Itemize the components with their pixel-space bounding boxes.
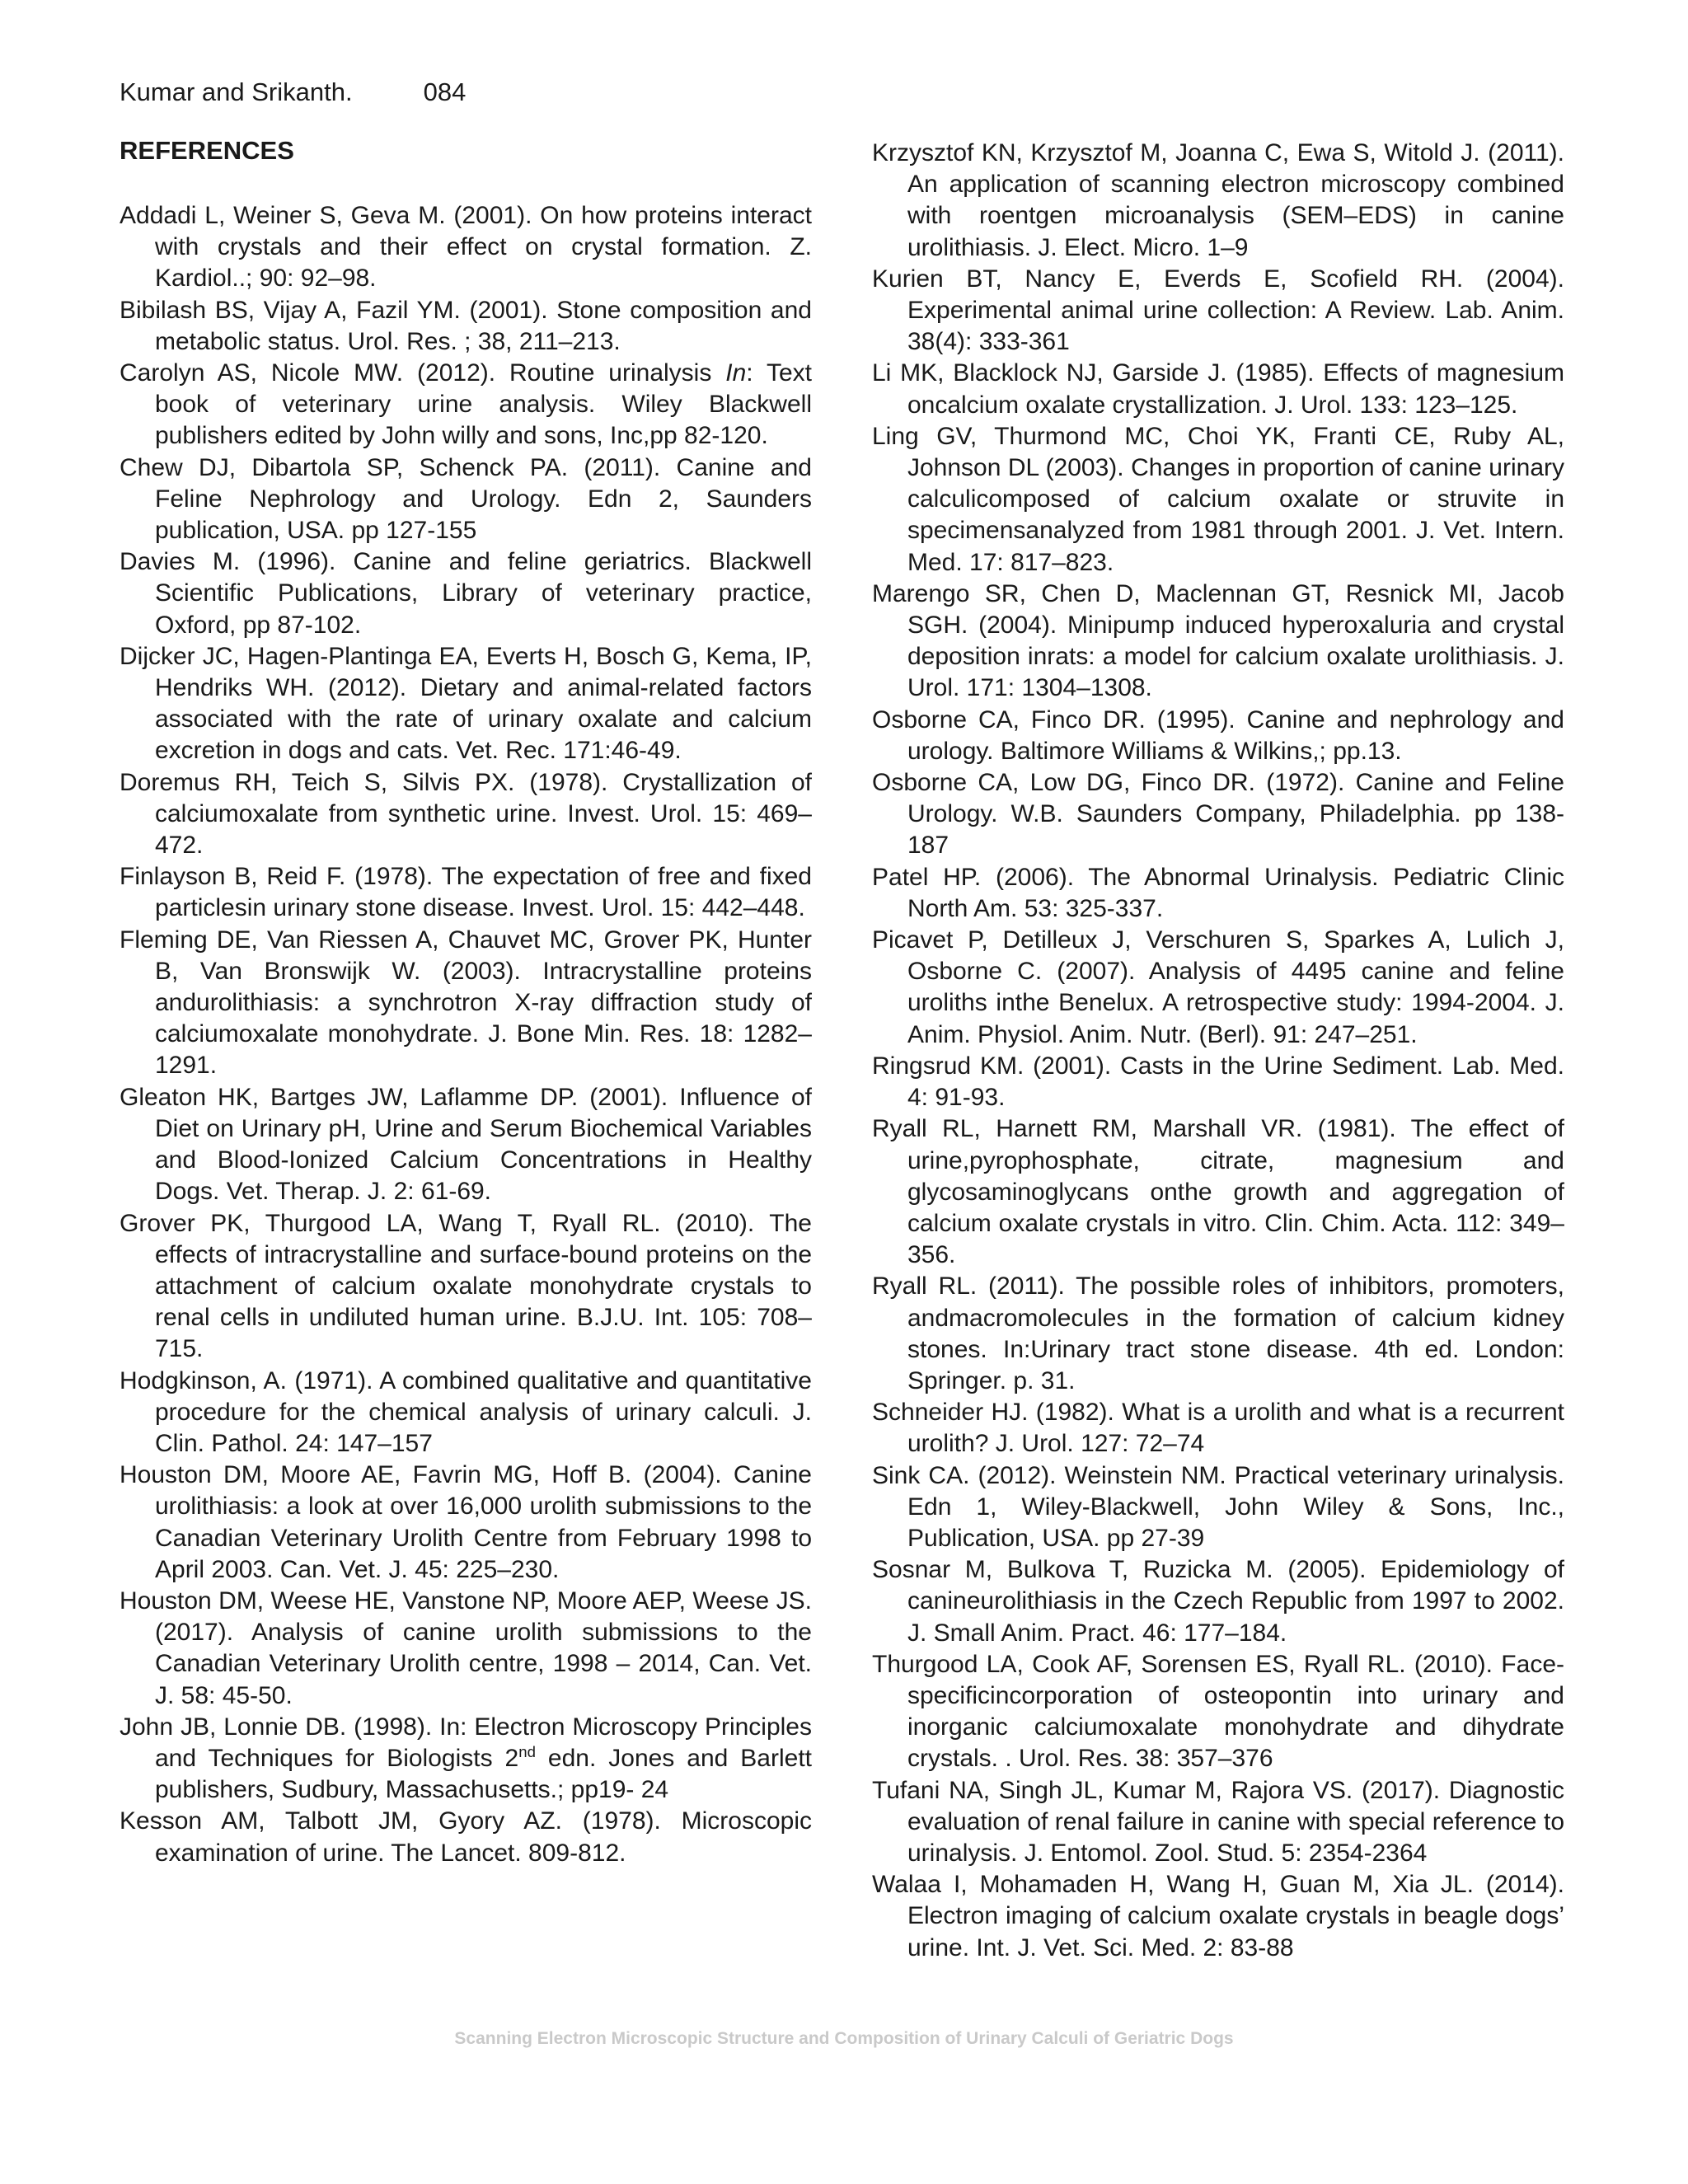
- reference-entry: Finlayson B, Reid F. (1978). The expectation of free and fixed particlesin urinary stone disease. Invest. Urol. 15: 442–448.: [120, 863, 812, 922]
- reference-entry: Schneider HJ. (1982). What is a urolith and what is a recurrent urolith? J. Urol. 127: 72–74: [872, 1399, 1564, 1458]
- reference-entry: Chew DJ, Dibartola SP, Schenck PA. (2011). Canine and Feline Nephrology and Urology. Edn 2, Saunders publication, USA. pp 127-155: [120, 453, 812, 545]
- header-authors: Kumar and Srikanth.: [120, 77, 353, 106]
- reference-entry: Gleaton HK, Bartges JW, Laflamme DP. (2001). Influence of Diet on Urinary pH, Urine and Serum Biochemical Variables and Blood-Ionized Calcium Concentrations in Healthy Dogs. Vet. Therap. J. 2: 61-69.: [120, 1083, 812, 1206]
- reference-entry: [120, 358, 812, 452]
- reference-entry: Davies M. (1996). Canine and feline geriatrics. Blackwell Scientific Publications, Library of veterinary practice, Oxford, pp 87-102.: [120, 548, 812, 639]
- reference-italic-text: In: [725, 359, 747, 387]
- reference-entry: Fleming DE, Van Riessen A, Chauvet MC, Grover PK, Hunter B, Van Bronswijk W. (2003). Intracrystalline proteins andurolithiasis: a synchrotron X-ray diffraction study of calciumoxalate monohydrate. J. Bone Min. Res. 18: 1282–1291.: [120, 926, 812, 1080]
- reference-text: : Text book of veterinary urine analysis. Wiley Blackwell publishers edited by John willy and sons, Inc,pp 82-120.: [155, 359, 812, 450]
- reference-entry: Sosnar M, Bulkova T, Ruzicka M. (2005). Epidemiology of canineurolithiasis in the Czech Republic from 1997 to 2002. J. Small Anim. Pract. 46: 177–184.: [872, 1556, 1564, 1647]
- reference-entry: Dijcker JC, Hagen-Plantinga EA, Everts H, Bosch G, Kema, IP, Hendriks WH. (2012). Dietary and animal-related factors associated with the rate of urinary oxalate and calcium excretion in dogs and cats. Vet. Rec. 171:46-49.: [120, 642, 812, 765]
- reference-entry: [120, 1712, 812, 1807]
- references-column-left: [120, 200, 812, 1869]
- reference-entry: Houston DM, Moore AE, Favrin MG, Hoff B. (2004). Canine urolithiasis: a look at over 16,000 urolith submissions to the Canadian Veterinary Urolith Centre from February 1998 to April 2003. Can. Vet. J. 45: 225–230.: [120, 1461, 812, 1583]
- reference-entry: Ringsrud KM. (2001). Casts in the Urine Sediment. Lab. Med. 4: 91-93.: [872, 1052, 1564, 1112]
- reference-entry: Krzysztof KN, Krzysztof M, Joanna C, Ewa S, Witold J. (2011). An application of scanning electron microscopy combined with roentgen microanalysis (SEM–EDS) in canine urolithiasis. J. Elect. Micro. 1–9: [872, 139, 1564, 261]
- reference-entry: Addadi L, Weiner S, Geva M. (2001). On how proteins interact with crystals and their effect on crystal formation. Z. Kardiol..; 90: 92–98.: [120, 202, 812, 293]
- reference-entry: Patel HP. (2006). The Abnormal Urinalysis. Pediatric Clinic North Am. 53: 325-337.: [872, 863, 1564, 922]
- running-header: [120, 76, 466, 109]
- reference-entry: Doremus RH, Teich S, Silvis PX. (1978). Crystallization of calciumoxalate from synthetic urine. Invest. Urol. 15: 469–472.: [120, 768, 812, 860]
- references-heading: REFERENCES: [120, 136, 294, 165]
- reference-entry: Ryall RL. (2011). The possible roles of inhibitors, promoters, andmacromolecules in the formation of calcium kidney stones. In:Urinary tract stone disease. 4th ed. London: Springer. p. 31.: [872, 1272, 1564, 1394]
- page-number: 084: [423, 77, 467, 106]
- reference-entry: Ling GV, Thurmond MC, Choi YK, Franti CE, Ruby AL, Johnson DL (2003). Changes in proportion of canine urinary calculicomposed of calcium oxalate or struvite in specimensanalyzed from 1981 through 2001. J. Vet. Intern. Med. 17: 817–823.: [872, 422, 1564, 576]
- reference-entry: Picavet P, Detilleux J, Verschuren S, Sparkes A, Lulich J, Osborne C. (2007). Analysis of 4495 canine and feline uroliths inthe Benelux. A retrospective study: 1994-2004. J. Anim. Physiol. Anim. Nutr. (Berl). 91: 247–251.: [872, 926, 1564, 1048]
- footer-running-title: Scanning Electron Microscopic Structure and Composition of Urinary Calculi of Geriatric Dogs: [454, 2029, 1234, 2048]
- reference-text: Carolyn AS, Nicole MW. (2012). Routine urinalysis: [120, 359, 726, 387]
- reference-entry: Grover PK, Thurgood LA, Wang T, Ryall RL. (2010). The effects of intracrystalline and surface-bound proteins on the attachment of calcium oxalate monohydrate crystals to renal cells in undiluted human urine. B.J.U. Int. 105: 708–715.: [120, 1209, 812, 1363]
- reference-entry: Marengo SR, Chen D, Maclennan GT, Resnick MI, Jacob SGH. (2004). Minipump induced hyperoxaluria and crystal deposition inrats: a model for calcium oxalate urolithiasis. J. Urol. 171: 1304–1308.: [872, 579, 1564, 702]
- reference-entry: Sink CA. (2012). Weinstein NM. Practical veterinary urinalysis. Edn 1, Wiley-Blackwell, John Wiley & Sons, Inc., Publication, USA. pp 27-39: [872, 1461, 1564, 1552]
- reference-entry: Bibilash BS, Vijay A, Fazil YM. (2001). Stone composition and metabolic status. Urol. Res. ; 38, 211–213.: [120, 296, 812, 355]
- references-column-right: [872, 138, 1564, 1964]
- reference-superscript: nd: [518, 1742, 536, 1760]
- reference-entry: Ryall RL, Harnett RM, Marshall VR. (1981). The effect of urine,pyrophosphate, citrate, magnesium and glycosaminoglycans onthe growth and aggregation of calcium oxalate crystals in vitro. Clin. Chim. Acta. 112: 349–356.: [872, 1115, 1564, 1269]
- reference-entry: Walaa I, Mohamaden H, Wang H, Guan M, Xia JL. (2014). Electron imaging of calcium oxalate crystals in beagle dogs’ urine. Int. J. Vet. Sci. Med. 2: 83-88: [872, 1871, 1564, 1961]
- reference-entry: Hodgkinson, A. (1971). A combined qualitative and quantitative procedure for the chemical analysis of urinary calculi. J. Clin. Pathol. 24: 147–157: [120, 1366, 812, 1457]
- reference-entry: Houston DM, Weese HE, Vanstone NP, Moore AEP, Weese JS. (2017). Analysis of canine urolith submissions to the Canadian Veterinary Urolith centre, 1998 – 2014, Can. Vet. J. 58: 45-50.: [120, 1586, 812, 1709]
- reference-entry: Kurien BT, Nancy E, Everds E, Scofield RH. (2004). Experimental animal urine collection: A Review. Lab. Anim. 38(4): 333-361: [872, 265, 1564, 356]
- reference-entry: Osborne CA, Low DG, Finco DR. (1972). Canine and Feline Urology. W.B. Saunders Company, Philadelphia. pp 138-187: [872, 769, 1564, 860]
- reference-text: edn. Jones and Barlett publishers, Sudbury, Massachusetts.; pp19- 24: [155, 1744, 813, 1804]
- reference-entry: Tufani NA, Singh JL, Kumar M, Rajora VS. (2017). Diagnostic evaluation of renal failure in canine with special reference to urinalysis. J. Entomol. Zool. Stud. 5: 2354-2364: [872, 1776, 1564, 1867]
- reference-entry: Thurgood LA, Cook AF, Sorensen ES, Ryall RL. (2010). Face-specificincorporation of osteopontin into urinary and inorganic calciumoxalate monohydrate and dihydrate crystals. . Urol. Res. 38: 357–376: [872, 1650, 1564, 1773]
- reference-entry: Li MK, Blacklock NJ, Garside J. (1985). Effects of magnesium oncalcium oxalate crystallization. J. Urol. 133: 123–125.: [872, 359, 1564, 419]
- reference-entry: Osborne CA, Finco DR. (1995). Canine and nephrology and urology. Baltimore Williams & Wilkins,; pp.13.: [872, 705, 1564, 765]
- reference-entry: Kesson AM, Talbott JM, Gyory AZ. (1978). Microscopic examination of urine. The Lancet. 809-812.: [120, 1807, 812, 1867]
- reference-text: John JB, Lonnie DB. (1998). In: Electron Microscopy Principles and Techniques for Biologists 2: [120, 1713, 812, 1772]
